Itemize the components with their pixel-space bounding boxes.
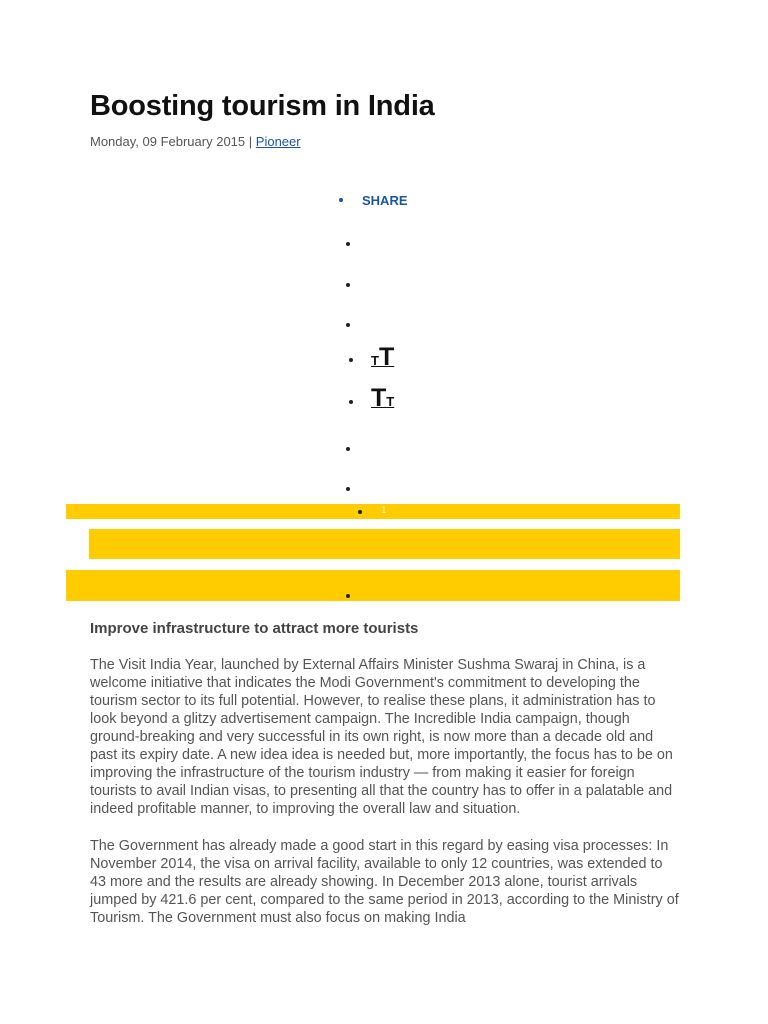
font-size-small-glyph: T <box>386 394 395 409</box>
ad-bullet <box>346 594 350 598</box>
font-increase-bullet <box>349 400 353 404</box>
font-size-big-glyph: T <box>371 384 387 412</box>
pagination-bullet <box>358 510 362 514</box>
font-size-decrease-button[interactable] <box>371 386 394 411</box>
article-paragraph-2: The Government has already made a good start in this regard by easing visa processes: In November 2014, the visa on arrival facility, available to only 12 countries, was extended to 43 more and the results are already showing. In December 2013 alone, tourist arrivals jumped by 421.6 per cent, compared to the same period in 2013, according to the Ministry of Tourism. The Government must also focus on making India <box>90 838 679 926</box>
font-decrease-bullet <box>349 358 353 362</box>
social-item-4[interactable] <box>346 447 350 451</box>
share-button[interactable]: SHARE <box>362 193 408 208</box>
article-subheading: Improve infrastructure to attract more tourists <box>90 620 419 637</box>
pagination-current[interactable]: 1 <box>381 505 387 516</box>
social-item-5[interactable] <box>346 487 350 491</box>
social-item-2[interactable] <box>346 283 350 287</box>
byline-separator: | <box>248 134 253 149</box>
ad-banner-wide[interactable] <box>66 570 680 601</box>
font-size-small-glyph: T <box>371 353 379 368</box>
article-title: Boosting tourism in India <box>90 90 435 122</box>
pagination-bar <box>66 504 680 519</box>
article-paragraph-1: The Visit India Year, launched by External Affairs Minister Sushma Swaraj in China, is a welcome initiative that indicates the Modi Government's commitment to developing the tourism sector to its full potential. However, to realise these plans, it administration has to look beyond a glitzy advertisement campaign. The Incredible India campaign, though ground-breaking and very successful in its own right, is now more than a decade old and past its expiry date. A new idea idea is needed but, more importantly, the focus has to be on improving the infrastructure of the tourism industry — from making it easier for foreign tourists to avail Indian visas, to presenting all that the country has to offer in a palatable and indeed profitable manner, to improving the overall law and situation. <box>90 657 673 817</box>
article-date: Monday, 09 February 2015 <box>90 134 246 149</box>
ad-banner[interactable] <box>89 529 680 559</box>
share-bullet <box>339 198 343 202</box>
article-byline <box>90 134 301 149</box>
social-item-3[interactable] <box>346 323 350 327</box>
font-size-big-glyph: T <box>378 343 395 371</box>
font-size-increase-button[interactable] <box>371 345 394 370</box>
source-link[interactable]: Pioneer <box>255 134 301 149</box>
social-item-1[interactable] <box>346 242 350 246</box>
